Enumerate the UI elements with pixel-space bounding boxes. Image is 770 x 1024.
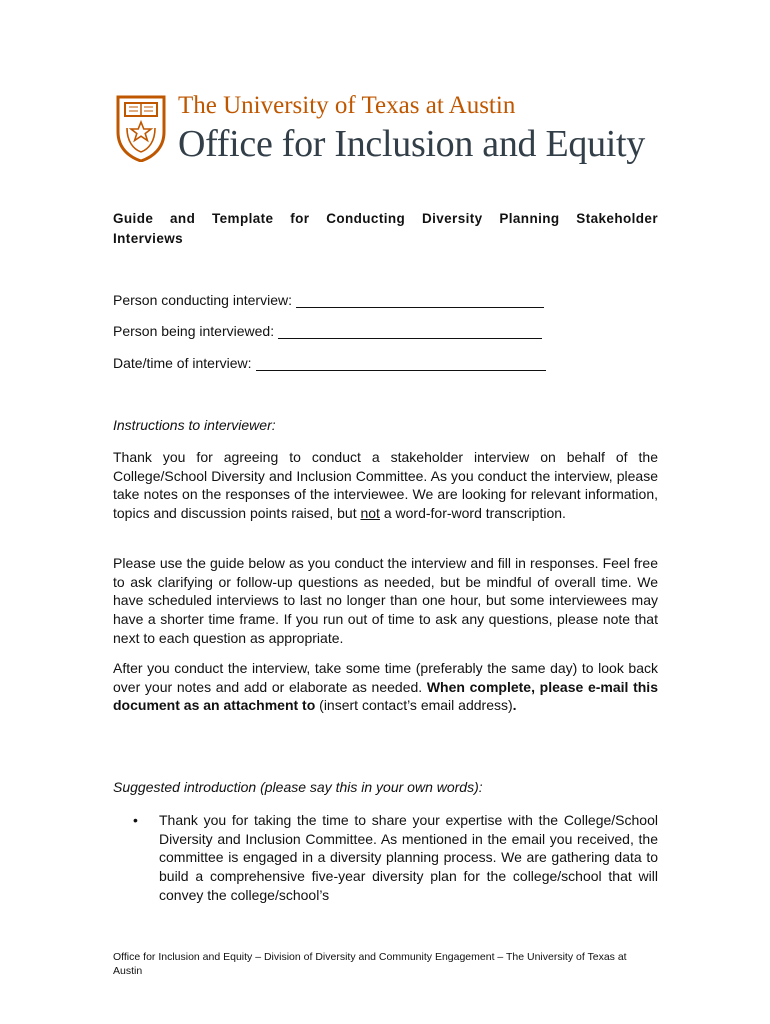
ut-seal-icon [115, 94, 167, 162]
office-logo [115, 92, 675, 172]
bold-instruction: When complete, please e-mail this document as an attachment to [113, 678, 658, 714]
field-date-time [113, 355, 546, 371]
page-footer: Office for Inclusion and Equity – Division of Diversity and Community Engagement – The University of Texas at Austin [113, 951, 627, 977]
period: . [512, 697, 517, 714]
underlined-word: not [360, 505, 380, 522]
fill-in-line[interactable] [278, 324, 542, 339]
field-person-interviewed [113, 323, 542, 339]
instructions-paragraph-2: Please use the guide below as you conduct the interview and fill in responses. Feel free to ask clarifying or follow-up questions as needed, but be mindful of overall time. We have scheduled interviews to last no longer than one hour, but some interviewees may have a shorter time frame. If you run out of time to ask any questions, please note that next to each question as appropriate. [113, 555, 658, 646]
intro-heading: Suggested introduction (please say this in your own words): [113, 779, 483, 795]
instructions-heading: Instructions to interviewer: [113, 417, 276, 433]
fill-in-line[interactable] [256, 356, 546, 371]
fill-in-line[interactable] [296, 293, 544, 308]
title-line-2: Interviews [113, 231, 184, 246]
field-label: Person being interviewed: [113, 323, 275, 339]
paragraph-text: Thank you for agreeing to conduct a stakeholder interview on behalf of the College/School Diversity and Inclusion Committee. As you conduct the interview, please take notes on the responses of the interviewee. We are looking for relevant information, topics and discussion points raised, but [113, 449, 658, 522]
instructions-paragraph-1 [113, 448, 658, 523]
field-person-conducting [113, 292, 544, 308]
paragraph-text: (insert contact’s email address) [315, 697, 513, 714]
instructions-paragraph-3 [113, 659, 658, 715]
paragraph-text: After you conduct the interview, take some time (preferably the same day) to look back over your notes and add or elaborate as needed. [113, 660, 658, 695]
field-label: Date/time of interview: [113, 355, 252, 371]
intro-list [113, 811, 658, 905]
bullet-icon: • [133, 812, 138, 828]
office-name: Office for Inclusion and Equity [178, 123, 645, 165]
field-label: Person conducting interview: [113, 292, 292, 308]
document-title [113, 209, 658, 249]
list-item: Thank you for taking the time to share your expertise with the College/School Diversity and Inclusion Committee. As mentioned in the email you received, the committee is engaged in a diversity planning process. We are gathering data to build a comprehensive five-year diversity plan for the college/school that will convey the college/school’s [159, 812, 658, 903]
university-name: The University of Texas at Austin [178, 92, 516, 119]
title-line-1: Guide and Template for Conducting Diversity Planning Stakeholder [113, 211, 658, 226]
paragraph-text: a word-for-word transcription. [379, 505, 566, 522]
